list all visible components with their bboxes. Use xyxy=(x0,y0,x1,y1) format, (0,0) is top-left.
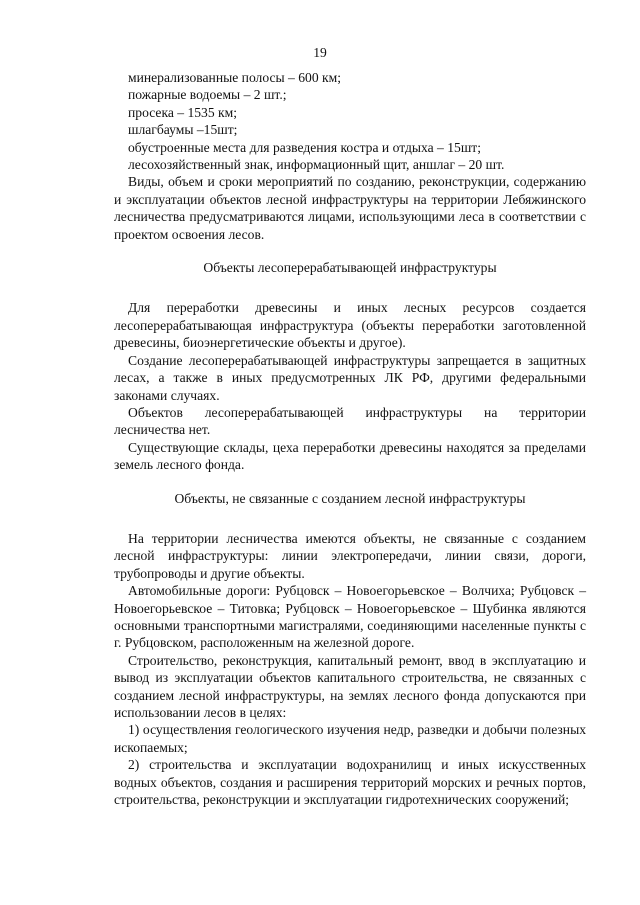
infrastructure-list xyxy=(114,69,586,173)
section-heading: Объекты, не связанные с созданием лесной инфраструктуры xyxy=(174,490,526,506)
paragraph: Объектов лесоперерабатывающей инфраструктуры на территории лесничества нет. xyxy=(114,404,586,438)
document-body xyxy=(114,69,586,808)
paragraph: На территории лесничества имеются объекты, не связанные с созданием лесной инфраструктуры: линии электропередачи, линии связи, дороги, трубопроводы и другие объекты. xyxy=(114,530,586,581)
paragraph: Автомобильные дороги: Рубцовск – Новоегорьевское – Волчиха; Рубцовск – Новоегорьевское – Титовка; Рубцовск – Новоегорьевское – Шубинка являются основными транспортными магистралями, соединяющими населенные пункты с г. Рубцовском, расположенным на железной дороге. xyxy=(114,583,586,651)
paragraph: Виды, объем и сроки мероприятий по созданию, реконструкции, содержанию и эксплуатации объектов лесной инфраструктуры на территории Лебяжинского лесничества предусматриваются лицами, использующими леса в соответствии с проектом освоения лесов. xyxy=(114,174,586,242)
list-item: обустроенные места для разведения костра и отдыха – 15шт; xyxy=(128,139,482,155)
paragraph: Существующие склады, цеха переработки древесины находятся за пределами земель лесного фонда. xyxy=(114,439,586,473)
list-item: просека – 1535 км; xyxy=(128,104,238,120)
list-item: шлагбаумы –15шт; xyxy=(128,122,238,138)
paragraph: Создание лесоперерабатывающей инфраструктуры запрещается в защитных лесах, а также в иных предусмотренных ЛК РФ, другими федеральными законами случаях. xyxy=(114,352,586,403)
paragraph: 2) строительства и эксплуатации водохранилищ и иных искусственных водных объектов, создания и расширения территорий морских и речных портов, строительства, реконструкции и эксплуатации гидротехнических сооружений; xyxy=(114,757,586,808)
list-item: лесохозяйственный знак, информационный щит, аншлаг – 20 шт. xyxy=(128,157,505,173)
paragraph: Строительство, реконструкция, капитальный ремонт, ввод в эксплуатацию и вывод из эксплуатации объектов капитального строительства, не связанных с созданием лесной инфраструктуры, на землях лесного фонда допускаются при использовании лесов в целях: xyxy=(114,652,586,720)
paragraph: Для переработки древесины и иных лесных ресурсов создается лесоперерабатывающая инфраструктура (объекты переработки заготовленной древесины, биоэнергетические объекты и другое). xyxy=(114,300,586,351)
section-heading: Объекты лесоперерабатывающей инфраструктуры xyxy=(203,260,497,276)
list-item: минерализованные полосы – 600 км; xyxy=(128,70,342,85)
page-number: 19 xyxy=(313,45,327,60)
paragraph: 1) осуществления геологического изучения недр, разведки и добычи полезных ископаемых; xyxy=(114,722,586,755)
list-item: пожарные водоемы – 2 шт.; xyxy=(128,87,287,103)
